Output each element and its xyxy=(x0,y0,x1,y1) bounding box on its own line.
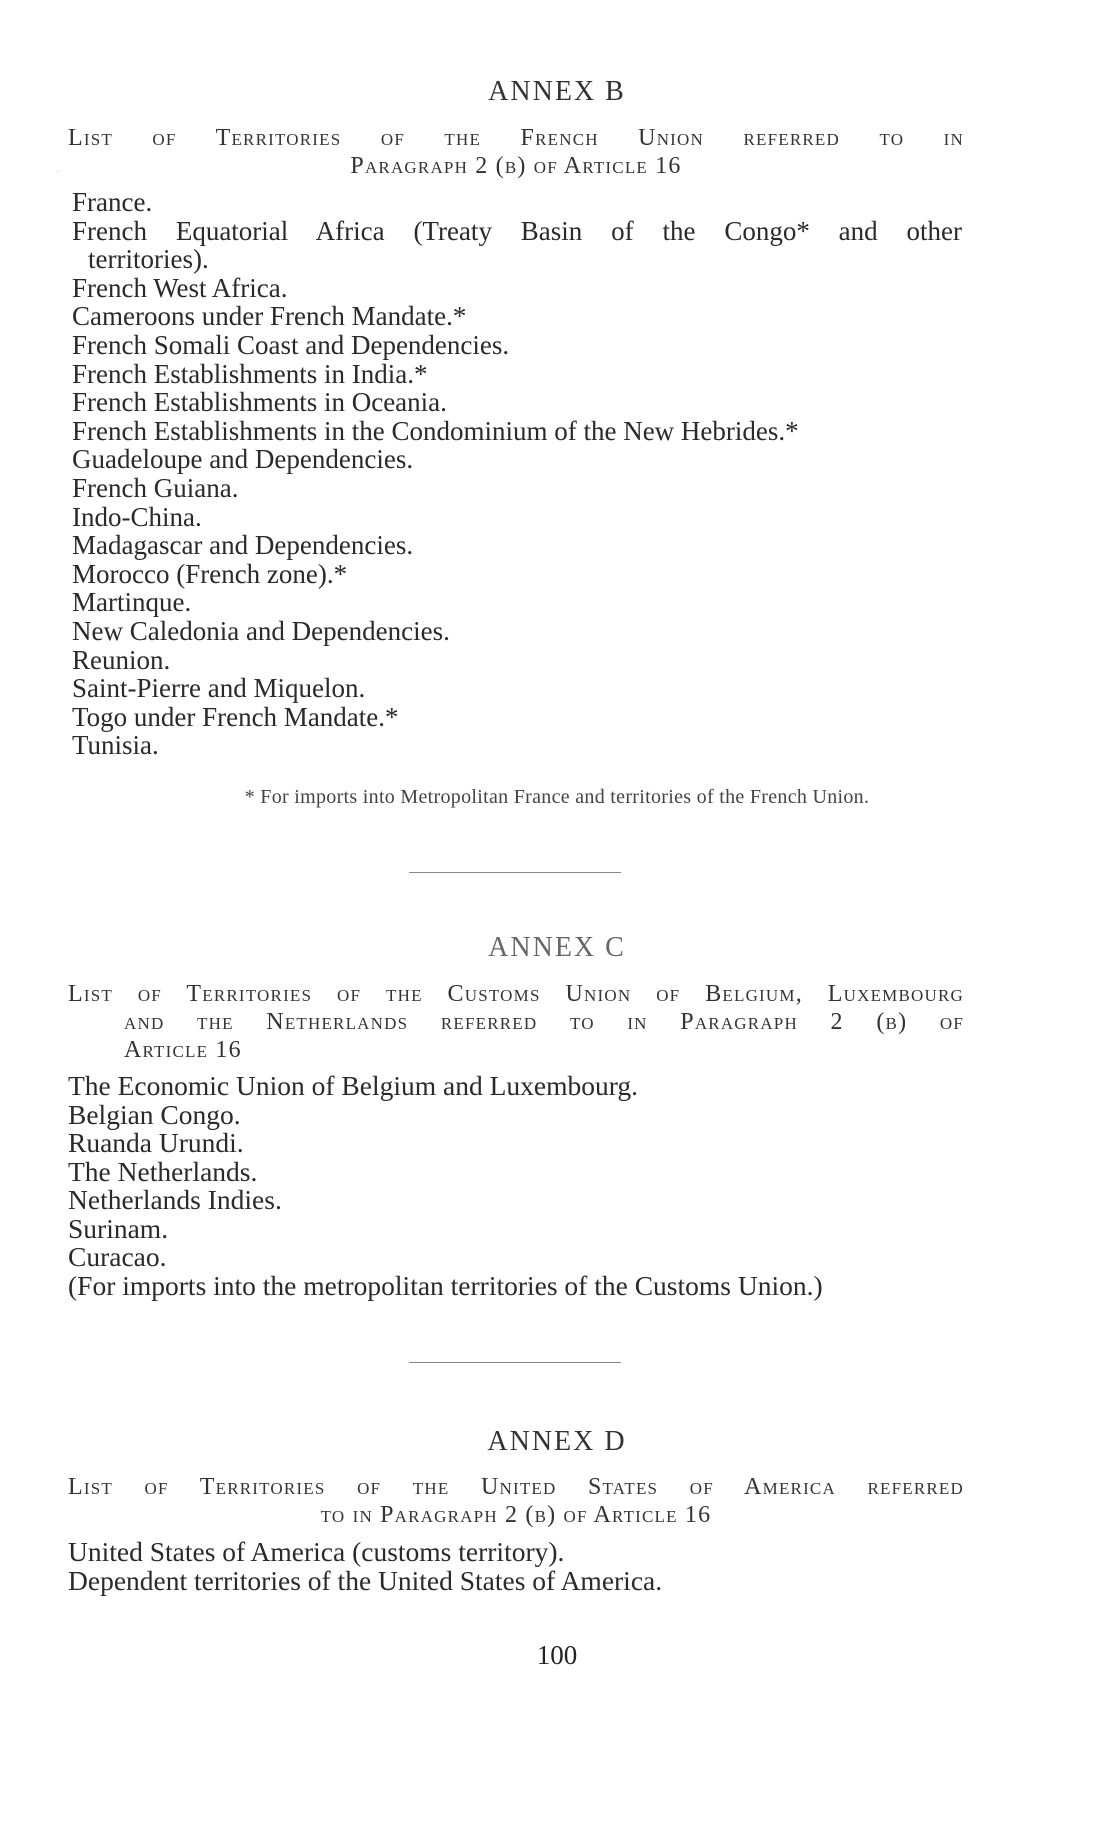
list-item: Martinque. xyxy=(72,587,192,618)
list-item: French Equatorial Africa (Treaty Basin of the Congo* and other xyxy=(72,215,962,246)
annex-b-territory-list xyxy=(72,188,962,760)
page-number: 100 xyxy=(536,1640,578,1670)
list-item: Togo under French Mandate.* xyxy=(72,701,399,732)
annex-c-territory-list xyxy=(68,1072,638,1272)
annex-d-title-line-2: to in Paragraph 2 (b) of Article 16 xyxy=(320,1502,712,1528)
list-item: French Establishments in India.* xyxy=(72,358,428,389)
list-item: New Caledonia and Dependencies. xyxy=(72,615,450,646)
annex-b-title-line-1: List of Territories of the French Union referred to in xyxy=(68,125,964,151)
list-item: Cameroons under French Mandate.* xyxy=(72,301,467,332)
list-item: France. xyxy=(72,187,153,217)
list-item: The Netherlands. xyxy=(68,1155,258,1187)
list-item: Indo-China. xyxy=(72,501,202,532)
list-item: Belgian Congo. xyxy=(68,1098,241,1130)
list-item: Morocco (French zone).* xyxy=(72,558,348,589)
annex-c-heading: ANNEX C xyxy=(488,932,626,963)
annex-b-heading: ANNEX B xyxy=(488,76,626,107)
list-item: The Economic Union of Belgium and Luxembourg. xyxy=(68,1070,639,1101)
annex-b-footnote: * For imports into Metropolitan France and territories of the French Union. xyxy=(244,786,870,808)
list-item: United States of America (customs territory). xyxy=(68,1536,565,1567)
list-item: French Establishments in the Condominium of the New Hebrides.* xyxy=(72,415,799,446)
list-item: Reunion. xyxy=(72,644,171,675)
list-item: French Somali Coast and Dependencies. xyxy=(72,329,510,360)
list-item: Tunisia. xyxy=(72,730,159,761)
section-divider xyxy=(409,1362,621,1363)
list-item: Ruanda Urundi. xyxy=(68,1127,244,1158)
list-item: French Guiana. xyxy=(72,472,239,503)
list-item: territories). xyxy=(88,244,209,275)
list-item: French West Africa. xyxy=(72,272,288,303)
annex-c-title-line-1: List of Territories of the Customs Union of Belgium, Luxembourg xyxy=(68,981,964,1007)
annex-c-note: (For imports into the metropolitan territories of the Customs Union.) xyxy=(68,1270,823,1301)
annex-d-title-line-1: List of Territories of the United States of America referred xyxy=(68,1474,964,1500)
list-item: Curacao. xyxy=(68,1241,167,1272)
annex-b-title-line-2: Paragraph 2 (b) of Article 16 xyxy=(350,153,682,179)
section-divider xyxy=(409,872,621,873)
list-item: Surinam. xyxy=(68,1212,169,1244)
list-item: Guadeloupe and Dependencies. xyxy=(72,444,414,475)
annex-c-title-line-3: Article 16 xyxy=(124,1037,242,1063)
list-item: French Establishments in Oceania. xyxy=(72,387,447,418)
list-item: Netherlands Indies. xyxy=(68,1184,282,1215)
margin-mark: · xyxy=(56,166,60,178)
annex-c-title-line-2: and the Netherlands referred to in Paragraph 2 (b) of xyxy=(124,1009,964,1035)
list-item: Dependent territories of the United States of America. xyxy=(68,1564,663,1596)
list-item: Madagascar and Dependencies. xyxy=(72,530,414,561)
list-item: Saint-Pierre and Miquelon. xyxy=(72,673,366,704)
annex-d-territory-list xyxy=(68,1538,662,1595)
annex-d-heading: ANNEX D xyxy=(487,1426,627,1457)
